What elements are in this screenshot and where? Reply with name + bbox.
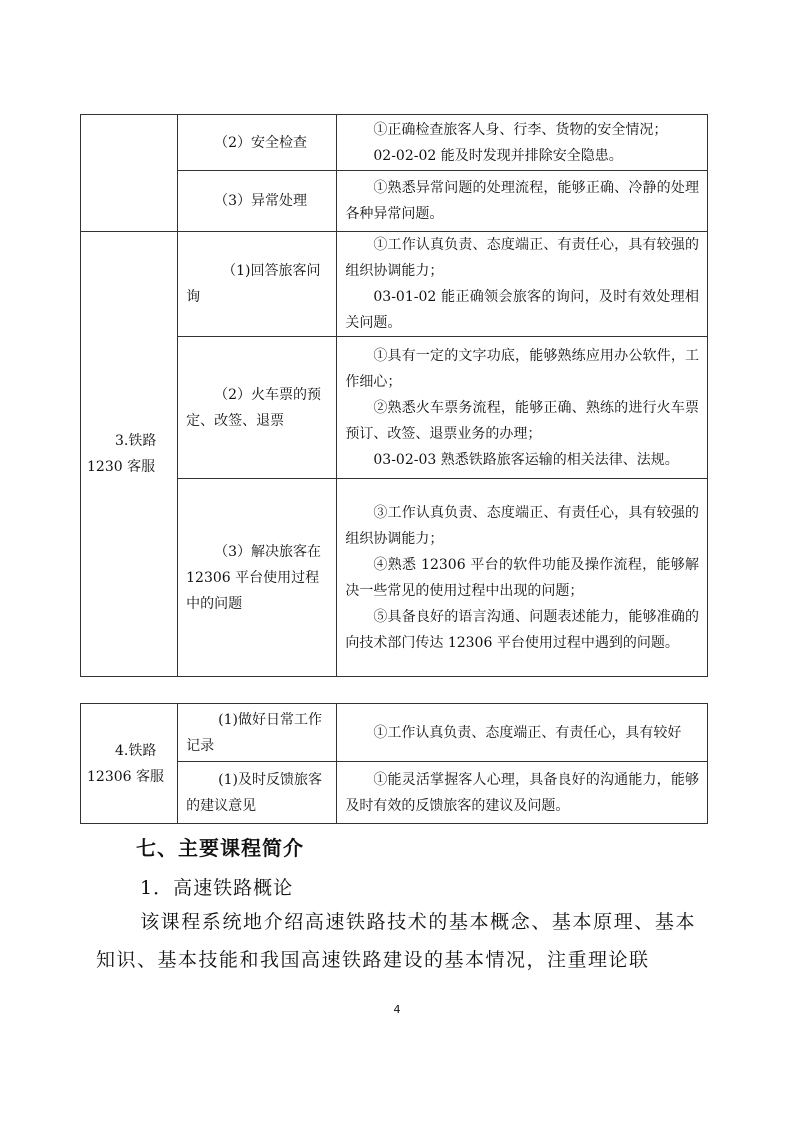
course-description — [96, 903, 696, 979]
section-heading: 七、主要课程简介 — [136, 836, 304, 860]
requirement-cell — [337, 171, 708, 232]
customer-service-table — [80, 703, 708, 824]
category-label: 1230 客服 — [87, 459, 156, 475]
requirement-text: ④熟悉 12306 平台的软件功能及操作流程，能够解决一些常见的使用过程中出现的问题； — [345, 556, 699, 599]
requirement-text: 02-02-02 能及时发现并排除安全隐患。 — [373, 147, 623, 164]
requirement-text: ①工作认真负责、态度端正、有责任心，具有较好 — [373, 724, 682, 741]
task-text: （2）火车票的预定、改签、退票 — [186, 386, 322, 429]
task-cell — [178, 232, 337, 337]
requirement-cell — [337, 479, 708, 677]
requirement-text: ③工作认真负责、态度端正、有责任心，具有较强的组织协调能力； — [345, 504, 699, 547]
requirement-text: ①具有一定的文字功底，能够熟练应用办公软件，工作细心； — [345, 347, 699, 390]
requirement-cell — [337, 762, 708, 824]
training-requirements-table — [80, 114, 708, 677]
category-label: 12306 客服 — [87, 768, 164, 785]
task-text: (1)做好日常工作记录 — [186, 711, 322, 754]
requirement-cell — [337, 232, 708, 337]
requirement-text: ①正确检查旅客人身、行李、货物的安全情况； — [373, 121, 668, 138]
task-cell — [178, 762, 337, 824]
category-label: 3.铁路 — [115, 433, 157, 449]
category-label: 4.铁路 — [115, 742, 157, 759]
requirement-text: ①工作认真负责、态度端正、有责任心，具有较强的组织协调能力； — [345, 237, 699, 279]
requirement-text: ⑤具备良好的语言沟通、问题表述能力，能够准确的向技术部门传达 12306 平台使用过程中遇到的问题。 — [345, 608, 699, 651]
task-cell — [178, 479, 337, 677]
task-cell — [178, 337, 337, 479]
table-row — [81, 232, 708, 337]
task-text: （2）安全检查 — [214, 134, 308, 151]
page-number: 4 — [393, 1003, 401, 1016]
requirement-cell — [337, 704, 708, 762]
category-cell-empty — [81, 115, 178, 232]
course-description-text: 该课程系统地介绍高速铁路技术的基本概念、基本原理、基本知识、基本技能和我国高速铁路建设的基本情况，注重理论联 — [96, 911, 696, 971]
task-cell — [178, 115, 337, 171]
requirement-cell — [337, 337, 708, 479]
requirement-text: 03-01-02 能正确领会旅客的询问，及时有效处理相关问题。 — [345, 289, 699, 331]
task-text: （3）解决旅客在12306 平台使用过程中的问题 — [186, 543, 322, 612]
table-row — [81, 115, 708, 171]
task-text: （3）异常处理 — [214, 193, 308, 209]
category-cell — [81, 704, 178, 824]
course-subheading: 1．高速铁路概论 — [140, 877, 294, 899]
task-text: （1)回答旅客问询 — [186, 263, 321, 305]
task-cell — [178, 704, 337, 762]
requirement-text: ②熟悉火车票务流程，能够正确、熟练的进行火车票预订、改签、退票业务的办理； — [345, 399, 699, 442]
task-cell — [178, 171, 337, 232]
requirement-text: ①能灵活掌握客人心理，具备良好的沟通能力，能够及时有效的反馈旅客的建议及问题。 — [345, 771, 699, 814]
table-row — [81, 704, 708, 762]
requirement-text: ①熟悉异常问题的处理流程，能够正确、冷静的处理各种异常问题。 — [345, 180, 699, 222]
category-cell — [81, 232, 178, 677]
task-text: (1)及时反馈旅客的建议意见 — [186, 771, 322, 814]
requirement-cell — [337, 115, 708, 171]
requirement-text: 03-02-03 熟悉铁路旅客运输的相关法律、法规。 — [373, 451, 679, 468]
